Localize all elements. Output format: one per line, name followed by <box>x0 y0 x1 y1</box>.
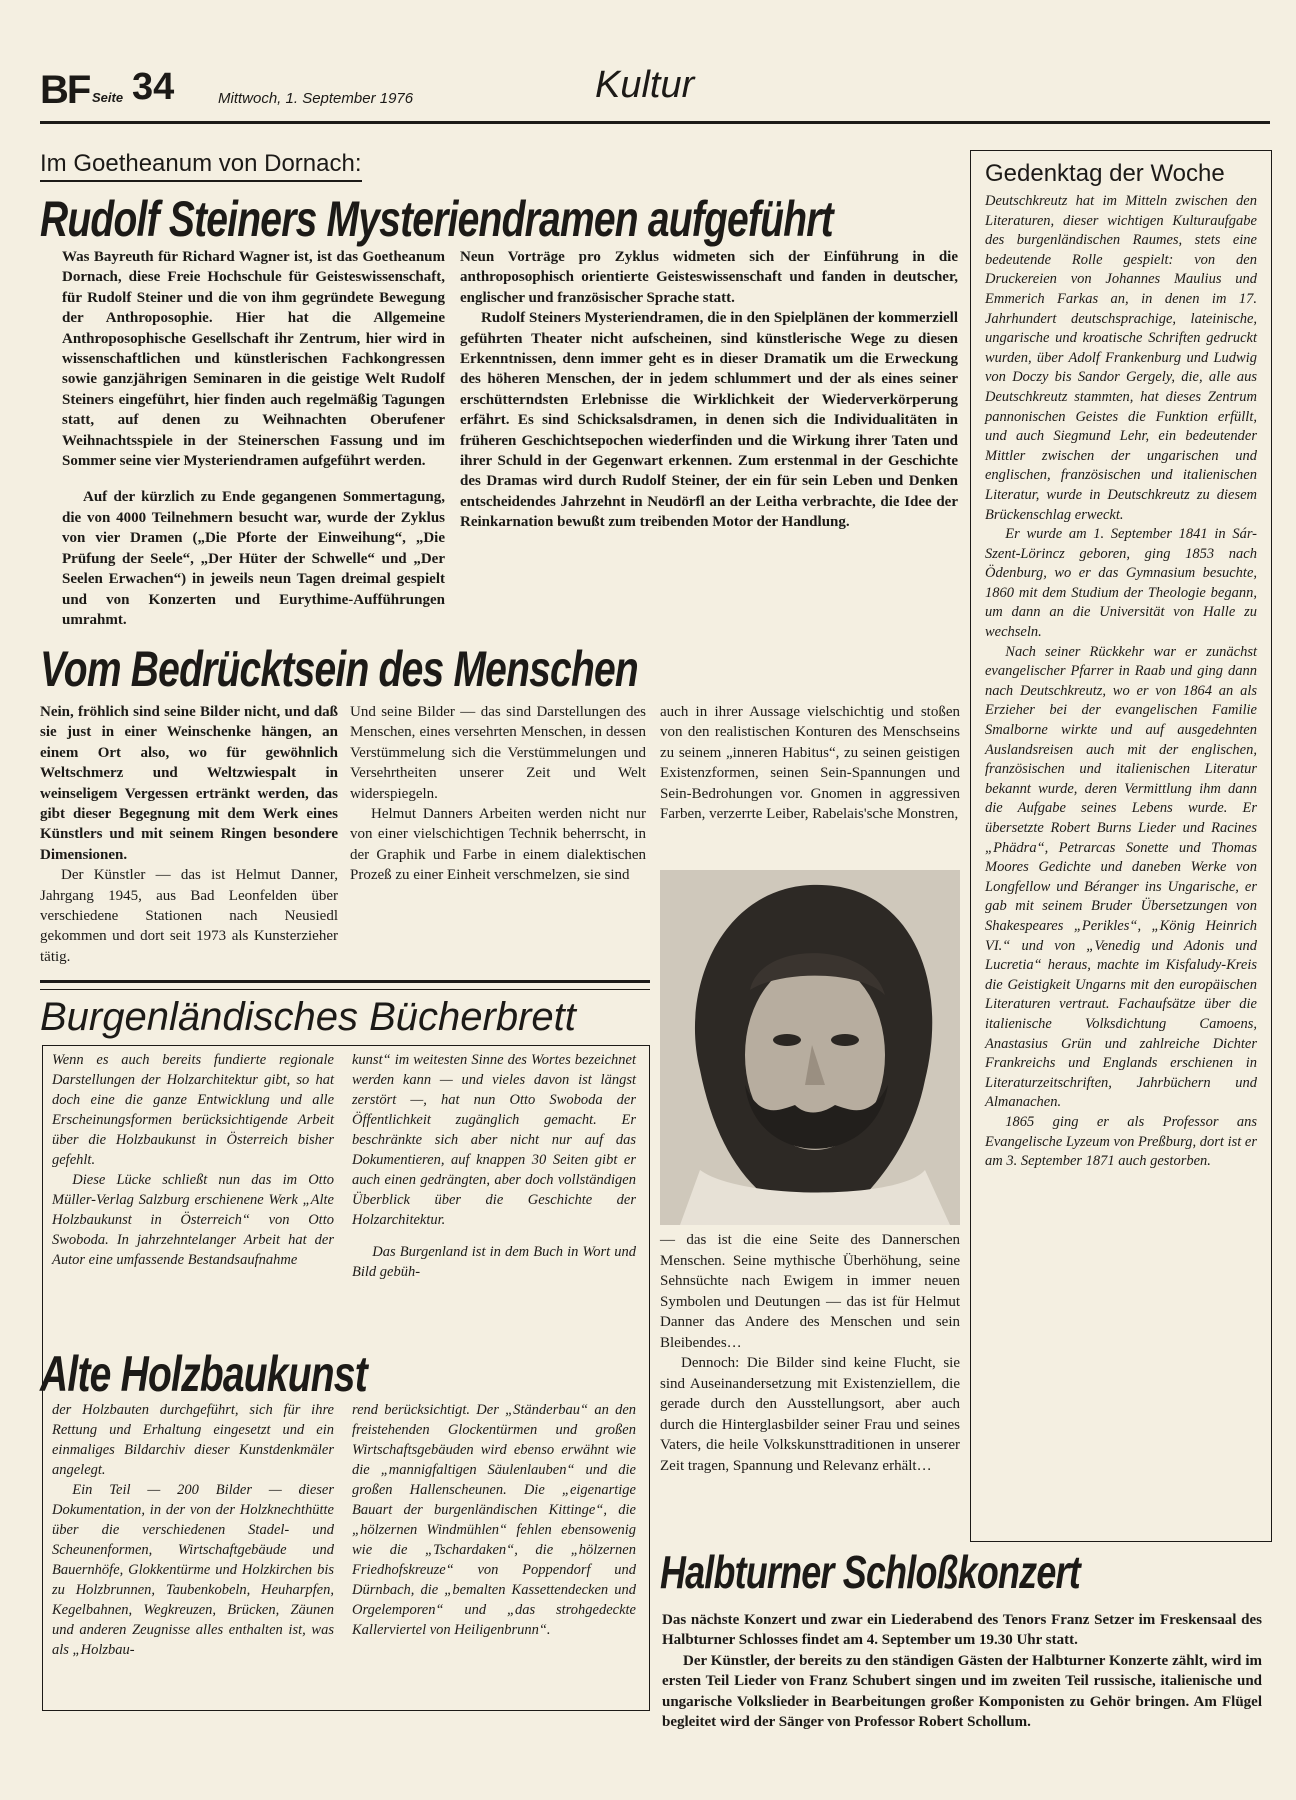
masthead-rule <box>40 121 1270 124</box>
article4-paragraph: Der Künstler, der bereits zu den ständigen Gästen der Halbturner Konzerte zählt, wird im ersten Teil Lieder von Franz Schubert singen und im zweiten Teil russische, italienische und ungarische Volkslieder in Bearbeitungen großer Komponisten zu Gehör bringen. Am Flügel begleitet wird der Sänger von Professor Robert Schollum. <box>662 1652 1262 1731</box>
caption-paragraph: Dennoch: Die Bilder sind keine Flucht, sie sind Auseinandersetzung mit Existenziellem, die gerade durch den Ausstellungsort, aber auch durch die Hinterglasbilder seiner Frau und seines Vaters, die heile Volkskunsttraditionen in unserer Zeit tragen, Spannung und Relevanz erhält… <box>660 1355 960 1474</box>
article2-paragraph: Helmut Danners Arbeiten werden nicht nur von einer vielschichtigen Technik beherrscht, in der Graphik und Farbe in einem dialektischen Prozeß zu einer Einheit verschmelzen, sie sind <box>350 806 646 884</box>
article3-headline: Alte Holzbaukunst <box>40 1346 367 1402</box>
section-divider <box>40 980 650 990</box>
gedenktag-paragraph: Er wurde am 1. September 1841 in Sár-Szent-Lörincz geboren, ging 1853 nach Ödenburg, wo er das Gymnasium besuchte, 1860 mit dem Studium der Theologie begann, um dann an die Universität von Halle zu wechseln. <box>985 526 1257 641</box>
gedenktag-text <box>985 192 1257 1172</box>
page-number: 34 <box>132 66 175 108</box>
masthead <box>40 60 1270 120</box>
gedenktag-paragraph: Deutschkreutz hat im Mitteln zwischen den Literaturen, dieser wichtigen Kulturaufgabe des burgenländischen Raumes, stets eine bedeutende Rolle gespielt: von den Druckereien von Johannes Maulius und Emmerich Farkas an, in denen im 17. Jahrhundert deutschsprachige, lateinische, ungarische und kroatische Schriften gedruckt wurden, über Adolf Frankenburg und Ludwig von Doczy bis Sandor Gergely, die, alle aus Deutschkreutz stammten, hat dieses Zentrum pannonischen Geistes die Funktion erfüllt, und auch Siegmund Lehr, ein bedeutender Mittler zwischen der ungarischen und englischen, französischen und italienischen Literatur, wurde in Deutschkreutz zu diesem Brückenschlag erweckt. <box>985 193 1257 523</box>
article3-paragraph: kunst“ im weitesten Sinne des Wortes bezeichnet werden kann — und vieles davon ist längst zerstört —, hat nun Otto Swoboda der Öffentlichkeit zugänglich gemacht. Er beschränkte sich aber nicht nur auf das Dokumentieren, auf knappen 30 Seiten gibt er auch einen gedrängten, aber doch vollständigen Überblick über die Geschichte der Holzarchitektur. <box>352 1052 636 1228</box>
portrait-image <box>660 870 960 1225</box>
article4-text <box>662 1610 1262 1732</box>
article3-column-1 <box>52 1050 334 1270</box>
artist-portrait-photo <box>660 870 960 1225</box>
article3-column-2 <box>352 1050 636 1282</box>
article3-paragraph: rend berücksichtigt. Der „Ständerbau“ an den freistehenden Glockentürmen und großen Wirtschaftsgebäuden wird ebenso erwähnt wie die „mannigfaltigen Säulenlauben“ und die großen Hallenscheunen. Die „eigenartige Bauart der burgenländischen Kittinge“, die „hölzernen Windmühlen“ fehlen ebensowenig wie die „Tschardaken“, die „hölzernen Friedhofskreuze“ von Poppendorf und Dürnbach, die „bemalten Kassettendecken und Orgelemporen“ und „das strohgedeckte Kallerviertel von Heiligenbrunn“. <box>352 1402 636 1638</box>
article2-paragraph: Der Künstler — das ist Helmut Danner, Jahrgang 1945, aus Bad Leonfelden über verschiedene Stationen nach Neusiedl gekommen und dort seit 1973 als Kunsterzieher tätig. <box>40 867 338 965</box>
article3-paragraph: Diese Lücke schließt nun das im Otto Müller-Verlag Salzburg erschienene Werk „Alte Holzbaukunst in Österreich“ von Otto Swoboda. In jahrzehntelanger Arbeit hat der Autor eine umfassende Bestandsaufnahme <box>52 1172 334 1268</box>
article3-paragraph: der Holzbauten durchgeführt, sich für ihre Rettung und Erhaltung eingesetzt und ein einmaliges Bildarchiv dieser Kunstdenkmäler angelegt. <box>52 1402 334 1478</box>
article2-column-1 <box>40 702 338 967</box>
article3-paragraph: Ein Teil — 200 Bilder — dieser Dokumentation, in der von der Holzknechthütte über die verschiedenen Stadel- und Scheunenformen, Wirtschaftgebäude und Bauernhöfe, Glokkentürme und Holzkirchen bis zu Holzbrunnen, Taubenkobeln, Heuharpfen, Kegelbahnen, Wegkreuzen, Brücken, Zäunen und anderen Zeugnisse alles enthalten ist, was als „Holzbau- <box>52 1482 334 1658</box>
article2-lead: Nein, fröhlich sind seine Bilder nicht, und daß sie just in einer Weinschenke hängen, an einem Ort also, wo für gewöhnlich Weltschmerz und Weltzwiespalt in weinseligem Vergessen ertränkt werden, das gibt dieser Begegnung mit dem Werk eines Künstlers und mit seinem Ringen besondere Dimensionen. <box>40 704 338 863</box>
article2-column-2 <box>350 702 646 886</box>
article4-headline: Halbturner Schloßkonzert <box>660 1546 1080 1598</box>
article1-paragraph: Rudolf Steiners Mysteriendramen, die in den Spielplänen der kommerziell geführten Theater nicht aufscheinen, sind künstlerische Wege zu diesen Erkenntnissen, denn immer geht es in dieser Dramatik um die Erweckung des höheren Menschen, der in jedem schlummert und der als eines seiner erschütterndsten Erlebnisse die Wirklichkeit der Wiederverkörperung erfährt. Es sind Schicksalsdramen, in denen sich die Individualitäten in früheren Geschichtsepochen wiederfinden und die Wirkung ihrer Taten und ihrer Schuld in der Gegenwart erkennen. Zum erstenmal in der Geschichte des Dramas wird durch Rudolf Steiner, der ein für sein Leben und Denken entscheidendes Jahrzehnt in Neudörfl an der Leitha verbrachte, die Idee der Reinkarnation bewußt zum treibenden Motor der Handlung. <box>460 310 958 531</box>
article2-paragraph: auch in ihrer Aussage vielschichtig und stoßen von den realistischen Konturen des Menschseins zu seinem „inneren Habitus“, zu seinen geistigen Existenzformen, seinen Sein-Spannungen und Sein-Bedrohungen vor. Gnomen in aggressiven Farben, verzerrte Leiber, Rabelais'sche Monstren, <box>660 704 960 823</box>
article1-column-1 <box>62 247 445 630</box>
newspaper-logo: BF <box>40 68 90 112</box>
article2-paragraph: Und seine Bilder — das sind Darstellungen des Menschen, eines versehrten Menschen, in dessen Verstümmelung sich die Verstümmelungen und Versehrtheiten unserer Zeit und Welt widerspiegeln. <box>350 704 646 802</box>
article1-paragraph: Was Bayreuth für Richard Wagner ist, ist das Goetheanum Dornach, diese Freie Hochschule für Geisteswissenschaft, für Rudolf Steiner und die von ihm gegründete Bewegung der Anthroposophie. Hier hat die Allgemeine Anthroposophische Gesellschaft ihr Zentrum, hier wird in wissenschaftlichen und künstlerischen Fachkongressen sowie ganzjährigen Seminaren in die geistige Welt Rudolf Steiners eingeführt, hier finden auch regelmäßig Tagungen statt, auf denen zu Weihnachten Oberufener Weihnachtsspiele in der Steinerschen Fassung und im Sommer seine vier Mysteriendramen aufgeführt werden. <box>62 249 445 470</box>
article1-column-2 <box>460 247 958 533</box>
gedenktag-paragraph: Nach seiner Rückkehr war er zunächst evangelischer Pfarrer in Raab und ging dann nach Deutschkreutz, wo er von 1864 an als Erzieher bei der evangelischen Familie Smalborne wirkte und auf ausgedehnten Auslandsreisen auch mit der englischen, französischen und italienischen Literatur bekannt wurde, deren Vermittlung ihm dann die Aufgabe seines Lebens wurde. Er übersetzte Robert Burns Lieder und Racines „Phädra“, Petrarcas Sonette und Thomas Moores Gedichte und daneben Werke von Longfellow und Béranger ins Ungarische, er gab mit seinem Bruder Übersetzungen von Shakespeares „Perikles“, „König Heinrich VI.“ und von „Venedig und Adonis und Lucretia“ heraus, machte im Kisfaludy-Kreis die Geistigkeit Ungarns mit den europäischen Literaturen vertraut. Fachaufsätze über die italienische Volksdichtung Camoens, Anastasius Grün und zahlreiche Dichter Frankreichs und Englands erschienen in Literaturzeitschriften, Jahrbüchern und Almanachen. <box>985 643 1257 1111</box>
page-label: Seite <box>92 90 124 105</box>
article3-paragraph: Wenn es auch bereits fundierte regionale Darstellungen der Holzarchitektur gibt, so hat doch eine die ganze Entwicklung und alle Erscheinungsformen berücksichtigende Arbeit über die Holzbaukunst in Österreich bisher gefehlt. <box>52 1052 334 1168</box>
issue-date: Mittwoch, 1. September 1976 <box>218 90 414 107</box>
article4-paragraph: Das nächste Konzert und zwar ein Liederabend des Tenors Franz Setzer im Freskensaal des Halbturner Schlosses findet am 4. September um 19.30 Uhr statt. <box>662 1612 1262 1649</box>
article1-paragraph: Auf der kürzlich zu Ende gegangenen Sommertagung, die von 4000 Teilnehmern besucht war, wurde der Zyklus von vier Dramen („Die Pforte der Einweihung“, „Die Prüfung der Seele“, „Der Hüter der Schwelle“ und „Der Seelen Erwachen“) in jeweils neun Tagen dreimal gespielt und von Konzerten und Eurythime-Aufführungen umrahmt. <box>62 489 445 628</box>
article2-column-3 <box>660 702 960 824</box>
article1-kicker: Im Goetheanum von Dornach: <box>40 150 362 182</box>
caption-paragraph: — das ist die eine Seite des Dannerschen Menschen. Seine mythische Überhöhung, seine Sehnsüchte nach Ewigem in immer neuen Symbolen und Deutungen — das ist für Helmut Danner das Andere des Menschen und sein Bleibendes… <box>660 1232 960 1351</box>
article2-headline: Vom Bedrücktsein des Menschen <box>40 641 638 697</box>
article1-headline: Rudolf Steiners Mysteriendramen aufgeführt <box>40 191 833 247</box>
photo-caption <box>660 1230 960 1476</box>
buecherbrett-title: Burgenländisches Bücherbrett <box>40 995 576 1039</box>
article1-paragraph: Neun Vorträge pro Zyklus widmeten sich der Einführung in die anthroposophisch orientierte Geisteswissenschaft und fanden in deutscher, englischer und französischer Sprache statt. <box>460 249 958 306</box>
gedenktag-title: Gedenktag der Woche <box>985 160 1225 187</box>
article3-column-3 <box>52 1400 334 1660</box>
gedenktag-paragraph: 1865 ging er als Professor ans Evangelische Lyzeum von Preßburg, dort ist er am 3. September 1871 auch gestorben. <box>985 1113 1257 1170</box>
article3-paragraph: Das Burgenland ist in dem Buch in Wort und Bild gebüh- <box>352 1244 636 1280</box>
article3-column-4 <box>352 1400 636 1640</box>
section-title: Kultur <box>595 64 695 106</box>
